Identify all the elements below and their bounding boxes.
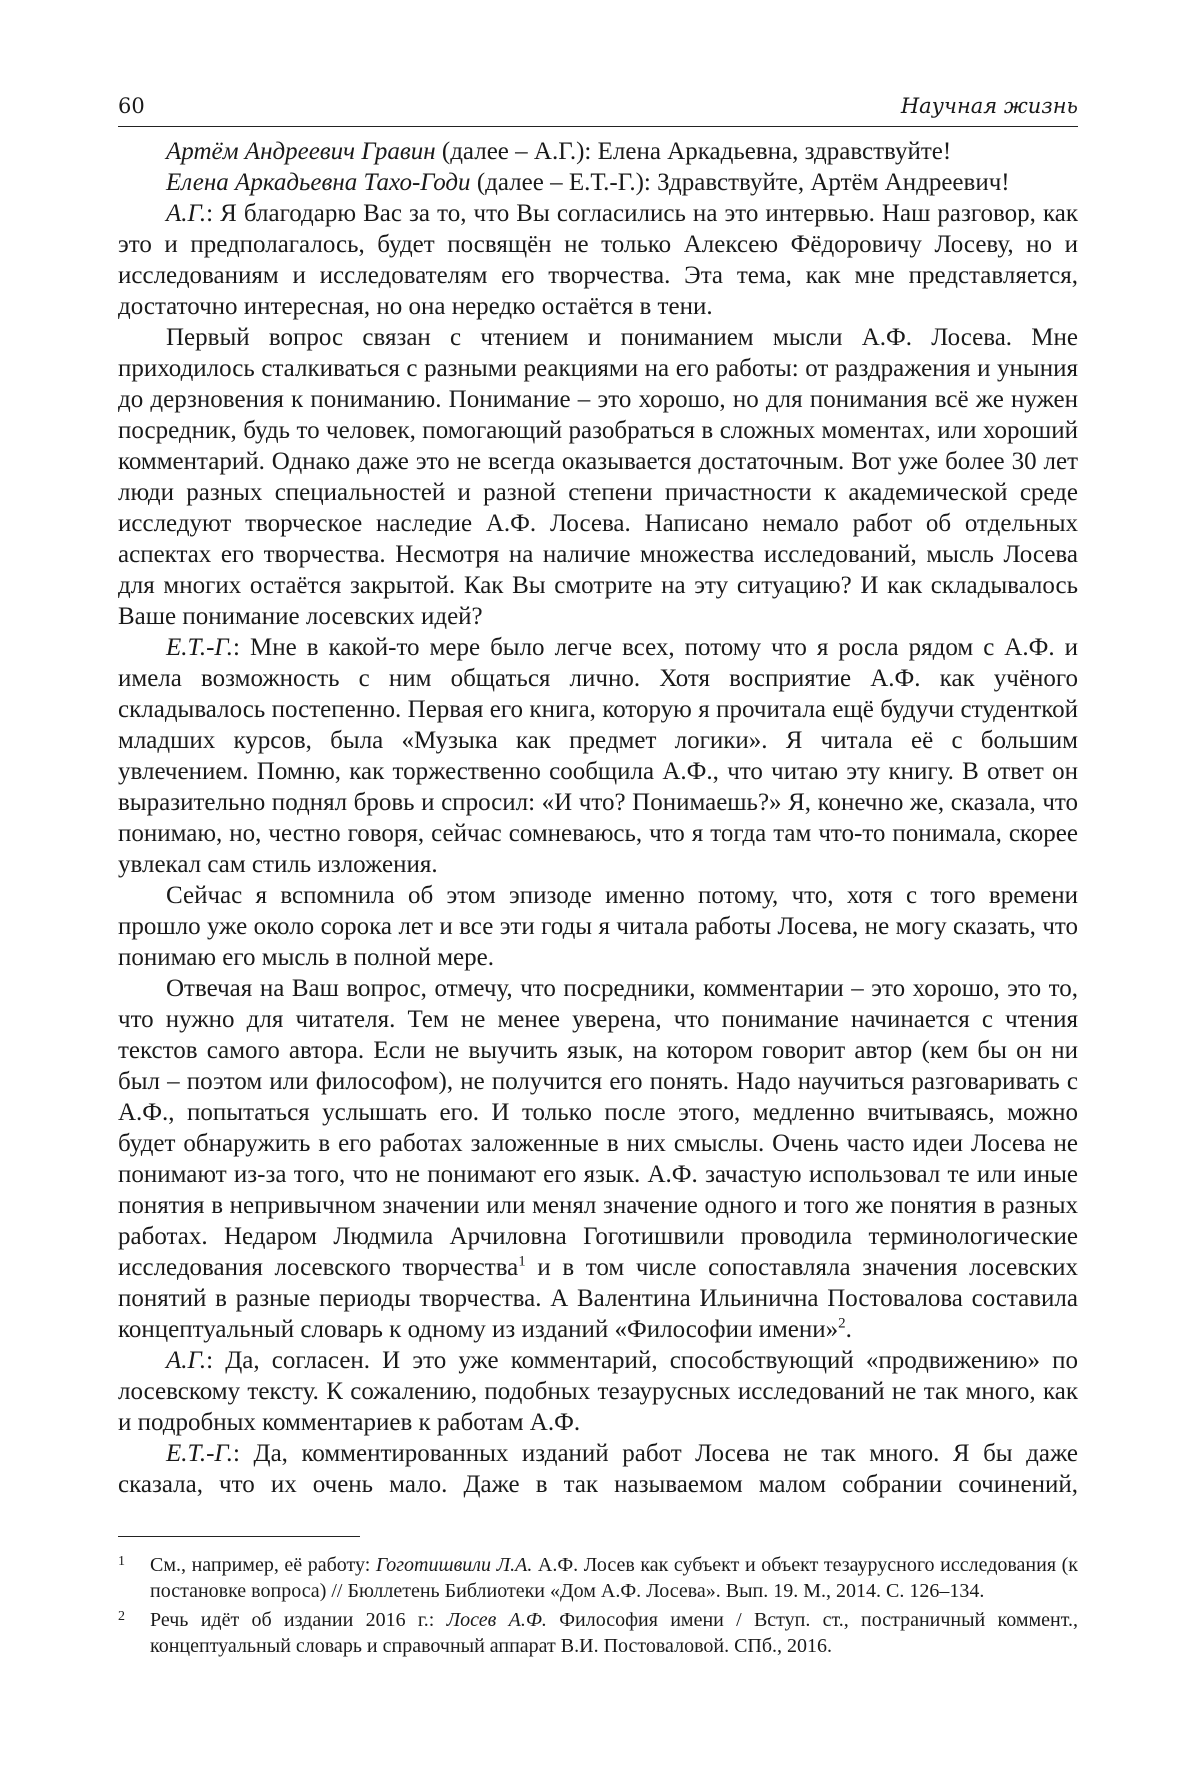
paragraph — [118, 1438, 1078, 1500]
footnote-ref-2[interactable]: 2 — [838, 1315, 846, 1332]
paragraph-text: . — [845, 1316, 852, 1343]
paragraph — [118, 880, 1078, 973]
footnote-author: Лосев А.Ф. — [446, 1609, 547, 1631]
speaker: Е.Т.-Г. — [166, 1440, 234, 1467]
paragraph-text: и в том числе сопоставляла значения лосевских понятий в разные периоды творчества. А Валентина Ильинична Постовалова составила концептуальный словарь к одному из изданий «Философии имени» — [118, 1254, 1078, 1343]
speaker: А.Г. — [166, 1347, 207, 1374]
paragraph-text: (далее – А.Г.): Елена Аркадьевна, здравствуйте! — [435, 138, 952, 165]
running-title: Научная жизнь — [900, 94, 1078, 118]
footnote — [118, 1552, 1078, 1604]
page-number: 60 — [118, 94, 145, 118]
paragraph — [118, 322, 1078, 632]
page-header — [118, 86, 1078, 127]
footnote-text: Философия имени / Вступ. ст., постраничный коммент., концептуальный словарь и справочный аппарат В.И. Постоваловой. СПб., 2016. — [150, 1609, 1078, 1657]
paragraph — [118, 973, 1078, 1345]
article-body — [118, 136, 1078, 1500]
footnote-text: Речь идёт об издании 2016 г.: — [150, 1609, 447, 1631]
paragraph-text: Сейчас я вспомнила об этом эпизоде именно потому, что, хотя с того времени прошло уже около сорока лет и все эти годы я читала работы Лосева, не могу сказать, что понимаю его мысль в полной мере. — [118, 882, 1078, 971]
footnote-ref-1[interactable]: 1 — [518, 1253, 526, 1270]
footnote-mark: 1 — [118, 1554, 125, 1569]
paragraph-text: : Мне в какой-то мере было легче всех, потому что я росла рядом с А.Ф. и имела возможность с ним общаться лично. Хотя восприятие А.Ф. как учёного складывалось постепенно. Первая его книга, которую я прочитала ещё будучи студенткой младших курсов, была «Музыка как предмет логики». Я читала её с большим увлечением. Помню, как торжественно сообщила А.Ф., что читаю эту книгу. В ответ он выразительно поднял бровь и спросил: «И что? Понимаешь?» Я, конечно же, сказала, что понимаю, но, честно говоря, сейчас сомневаюсь, что я тогда там что-то понимала, скорее увлекал сам стиль изложения. — [118, 634, 1078, 878]
footnote-text: См., например, её работу: — [150, 1554, 376, 1576]
footnotes — [118, 1552, 1078, 1662]
speaker: Артём Андреевич Гравин — [166, 138, 436, 165]
footnote-author: Гоготишвили Л.А. — [375, 1554, 533, 1576]
footnote-text: А.Ф. Лосев как субъект и объект тезаурусного исследования (к постановке вопроса) // Бюллетень Библиотеки «Дом А.Ф. Лосева». Вып. 19. М., 2014. С. 126–134. — [150, 1554, 1078, 1602]
paragraph — [118, 632, 1078, 880]
paragraph — [118, 167, 1078, 198]
paragraph — [118, 1345, 1078, 1438]
footnote — [118, 1607, 1078, 1659]
paragraph-text: : Я благодарю Вас за то, что Вы согласились на это интервью. Наш разговор, как это и предполагалось, будет посвящён не только Алексею Фёдоровичу Лосеву, но и исследованиям и исследователям его творчества. Эта тема, как мне представляется, достаточно интересная, но она нередко остаётся в тени. — [118, 200, 1078, 320]
paragraph — [118, 198, 1078, 322]
speaker: Елена Аркадьевна Тахо-Годи — [166, 169, 471, 196]
speaker: Е.Т.-Г. — [166, 634, 234, 661]
paragraph-text: Первый вопрос связан с чтением и пониманием мысли А.Ф. Лосева. Мне приходилось сталкиваться с разными реакциями на его работы: от раздражения и уныния до дерзновения к пониманию. Понимание – это хорошо, но для понимания всё же нужен посредник, будь то человек, помогающий разобраться в сложных моментах, или хороший комментарий. Однако даже это не всегда оказывается достаточным. Вот уже более 30 лет люди разных специальностей и разной степени причастности к академической среде исследуют творческое наследие А.Ф. Лосева. Написано немало работ об отдельных аспектах его творчества. Несмотря на наличие множества исследований, мысль Лосева для многих остаётся закрытой. Как Вы смотрите на эту ситуацию? И как складывалось Ваше понимание лосевских идей? — [118, 324, 1078, 630]
paragraph-text: : Да, комментированных изданий работ Лосева не так много. Я бы даже сказала, что их очень мало. Даже в так называемом малом собрании сочинений, — [118, 1440, 1078, 1498]
footnote-mark: 2 — [118, 1609, 125, 1624]
paragraph — [118, 136, 1078, 167]
paragraph-text: Отвечая на Ваш вопрос, отмечу, что посредники, комментарии – это хорошо, это то, что нужно для читателя. Тем не менее уверена, что понимание начинается с чтения текстов самого автора. Если не выучить язык, на котором говорит автор (кем бы он ни был – поэтом или философом), не получится его понять. Надо научиться разговаривать с А.Ф., попытаться услышать его. И только после этого, медленно вчитываясь, можно будет обнаружить в его работах заложенные в них смыслы. Очень часто идеи Лосева не понимают из-за того, что не понимают его язык. А.Ф. зачастую использовал те или иные понятия в непривычном значении или менял значение одного и того же понятия в разных работах. Недаром Людмила Арчиловна Гоготишвили проводила терминологические исследования лосевского творчества — [118, 975, 1078, 1281]
footnote-separator — [118, 1536, 360, 1537]
paragraph-text: (далее – Е.Т.-Г.): Здравствуйте, Артём Андреевич! — [470, 169, 1010, 196]
paragraph-text: : Да, согласен. И это уже комментарий, способствующий «продвижению» по лосевскому тексту. К сожалению, подобных тезаурусных исследований не так много, как и подробных комментариев к работам А.Ф. — [118, 1347, 1078, 1436]
speaker: А.Г. — [166, 200, 207, 227]
